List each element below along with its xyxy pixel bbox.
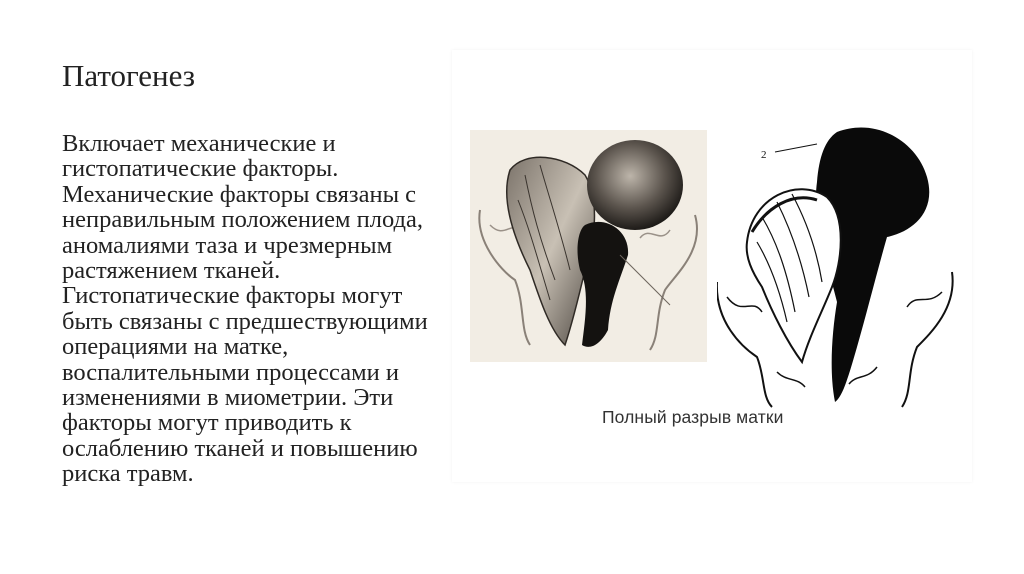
uterus-rupture-line-drawing xyxy=(717,122,957,412)
figure-panel xyxy=(452,50,972,482)
slide-title: Патогенез xyxy=(62,58,196,93)
uterus-rupture-photo-illustration xyxy=(470,130,707,362)
figure-caption: Полный разрыв матки xyxy=(602,407,784,427)
drawing-label: 2 xyxy=(761,149,767,161)
slide-body-text: Включает механические и гистопатические факторы. Механические факторы связаны с неправильным положением плода, аномалиями таза и чрезмерным растяжением тканей. Гистопатические факторы могут быть связаны с предшествующими операциями на матке, воспалительными процессами и изменениями в миометрии. Эти факторы могут приводить к ослаблению тканей и повышению риска травм. xyxy=(62,130,428,488)
